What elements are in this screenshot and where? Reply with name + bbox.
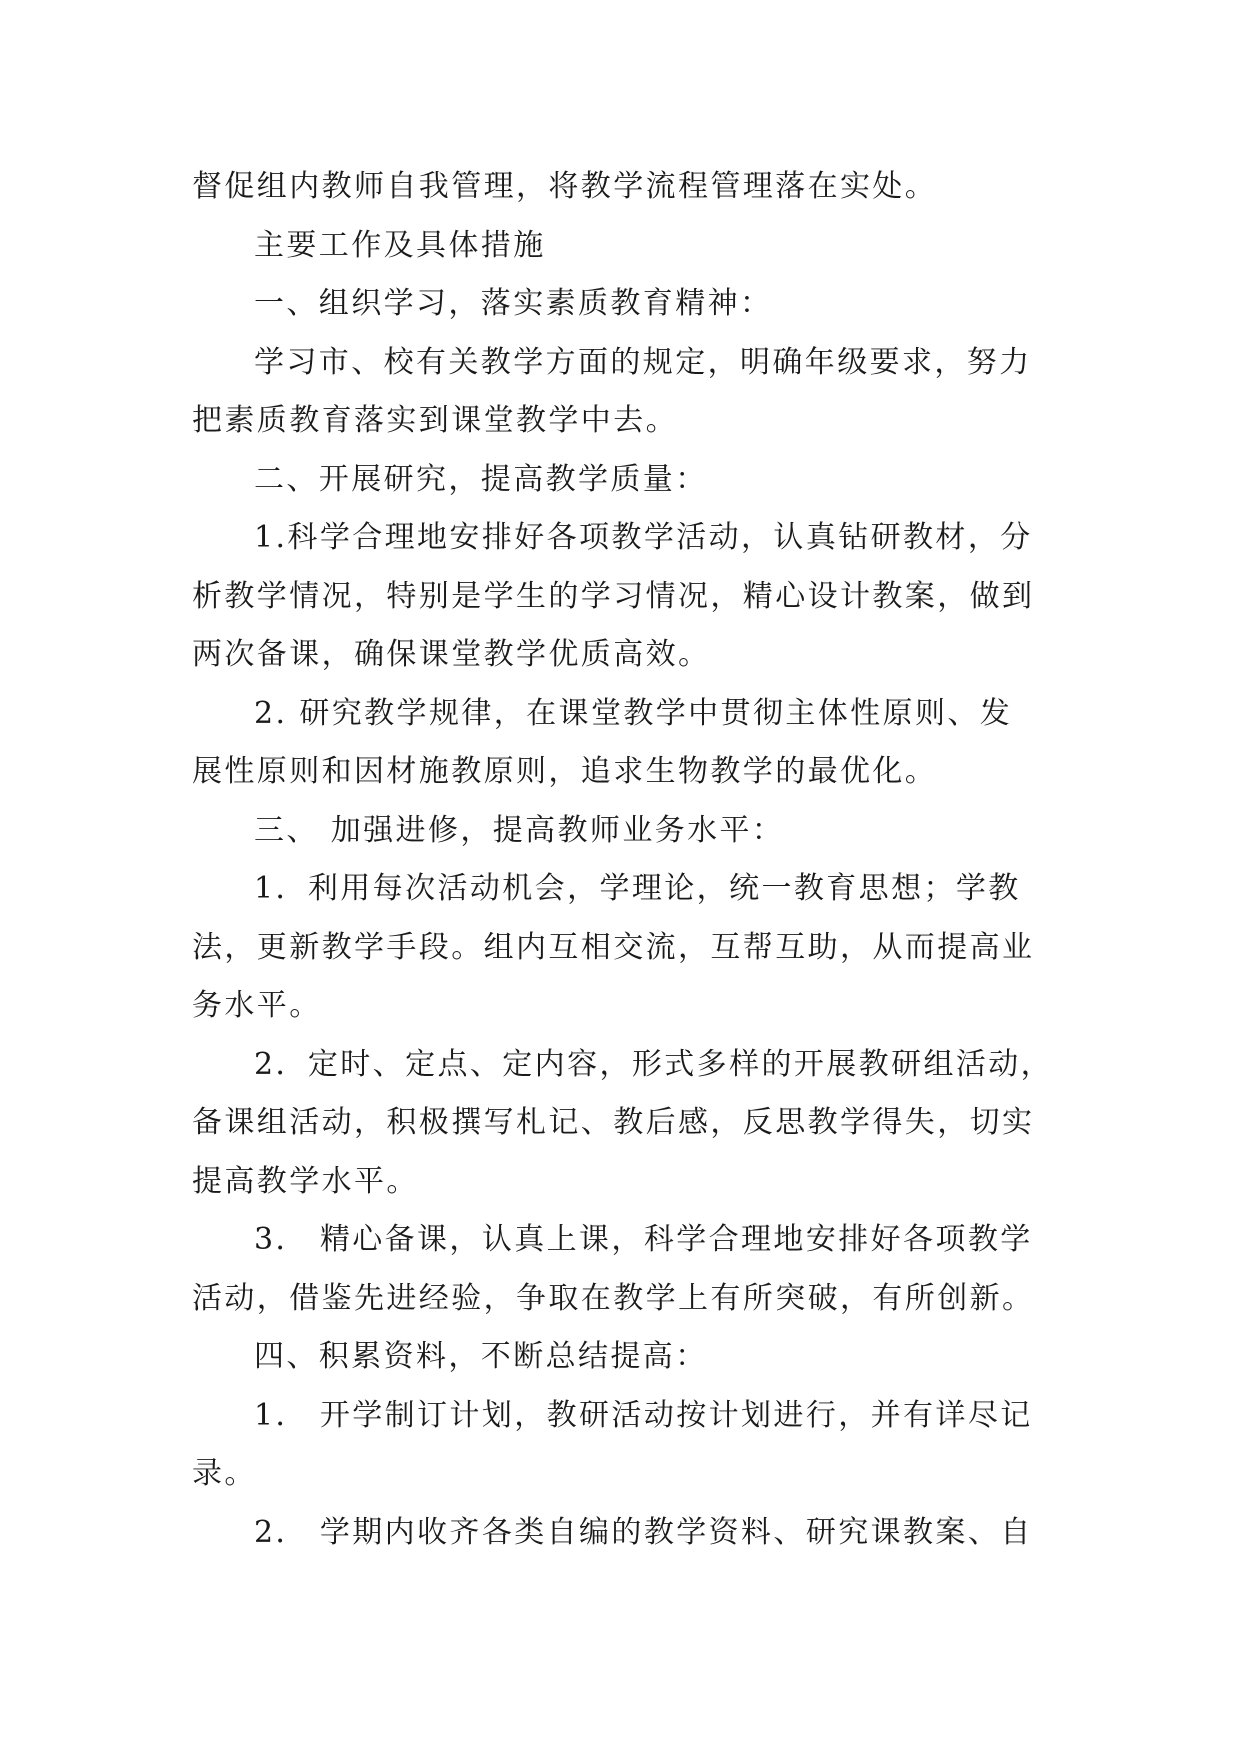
text-line: 主要工作及具体措施 (254, 227, 546, 263)
text-line: 1．利用每次活动机会，学理论，统一教育思想；学教 (254, 871, 1021, 906)
text-line: 2．定时、定点、定内容，形式多样的开展教研组活动， (254, 1046, 1054, 1082)
text-line: 法，更新教学手段。组内互相交流，互帮互助，从而提高业 (192, 929, 1035, 965)
text-line: 1． 开学制订计划，教研活动按计划进行，并有详尽记 (254, 1397, 1033, 1433)
text-line: 析教学情况，特别是学生的学习情况，精心设计教案，做到 (192, 578, 1035, 614)
text-line: 二、开展研究，提高教学质量： (254, 461, 708, 497)
text-line: 2. 研究教学规律，在课堂教学中贯彻主体性原则、发 (254, 695, 1013, 731)
text-line: 三、 加强进修，提高教师业务水平： (254, 812, 785, 848)
text-line: 两次备课，确保课堂教学优质高效。 (192, 637, 711, 672)
text-line: 录。 (192, 1456, 257, 1491)
text-line: 督促组内教师自我管理，将教学流程管理落在实处。 (192, 169, 938, 204)
text-line: 1.科学合理地安排好各项教学活动，认真钻研教材，分 (254, 520, 1033, 555)
text-line: 一、组织学习，落实素质教育精神： (254, 286, 773, 321)
document-body (192, 158, 1054, 1562)
text-line: 务水平。 (192, 988, 322, 1023)
text-line: 展性原则和因材施教原则，追求生物教学的最优化。 (192, 754, 938, 789)
text-line: 2． 学期内收齐各类自编的教学资料、研究课教案、自 (254, 1514, 1033, 1550)
text-line: 学习市、校有关教学方面的规定，明确年级要求，努力 (254, 344, 1032, 380)
text-line: 3． 精心备课，认真上课，科学合理地安排好各项教学 (254, 1222, 1033, 1257)
text-line: 备课组活动，积极撰写札记、教后感，反思教学得失，切实 (192, 1105, 1035, 1140)
text-line: 提高教学水平。 (192, 1163, 419, 1199)
text-line: 四、积累资料，不断总结提高： (254, 1339, 708, 1374)
text-line: 活动，借鉴先进经验，争取在教学上有所突破，有所创新。 (192, 1280, 1035, 1316)
text-line: 把素质教育落实到课堂教学中去。 (192, 403, 678, 438)
